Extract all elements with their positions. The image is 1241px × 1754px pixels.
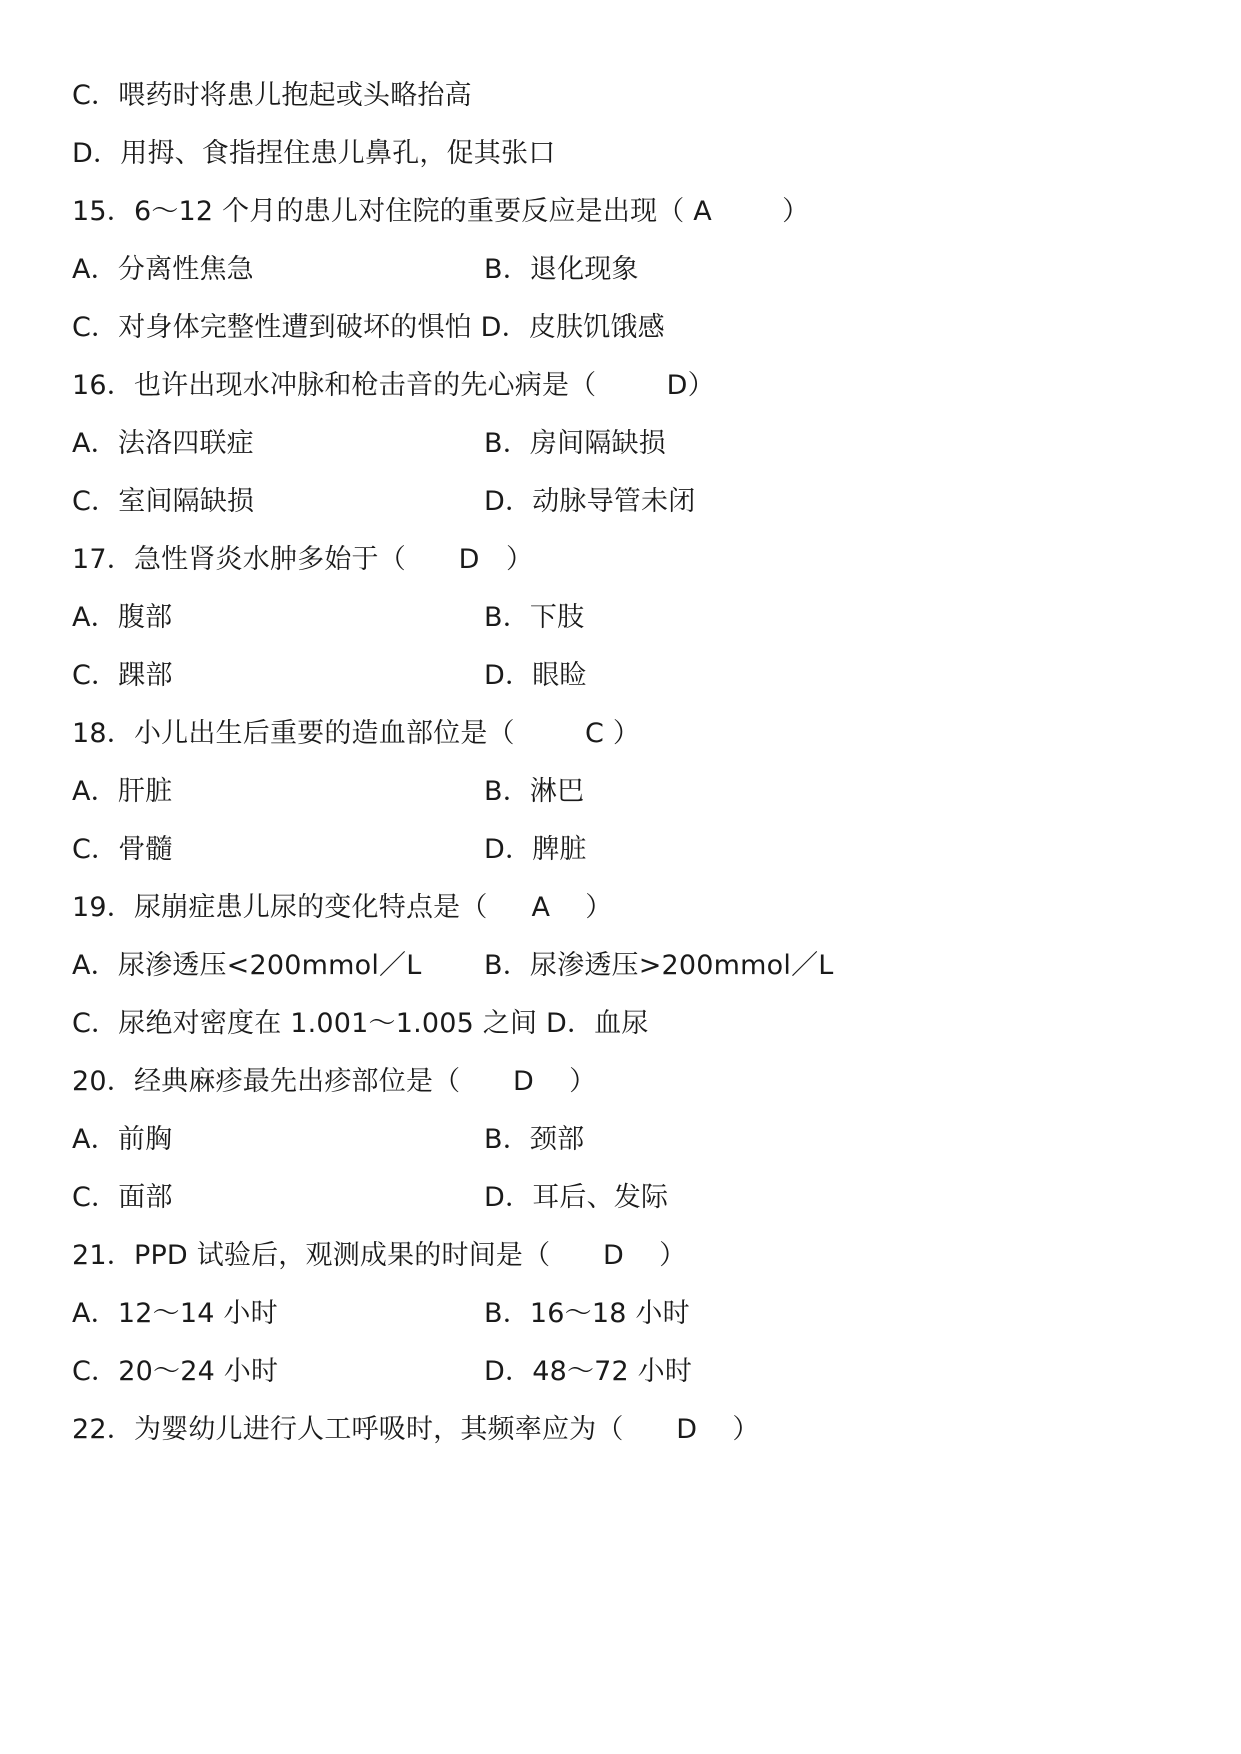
option-a: A．腹部 (72, 602, 173, 633)
options-row (72, 1352, 693, 1392)
option-b: B．16～18 小时 (484, 1298, 690, 1329)
option-b: B．退化现象 (484, 254, 639, 285)
option-a: A．尿渗透压<200mmol／L (72, 950, 422, 981)
option-d: D．眼睑 (484, 660, 587, 691)
option-a: A．法洛四联症 (72, 428, 254, 459)
question-15: 15．6～12 个月的患儿对住院的重要反应是出现（ A ） (72, 196, 810, 227)
option-b: B．下肢 (484, 602, 585, 633)
question-16: 16．也许出现水冲脉和枪击音的先心病是（ D） (72, 370, 715, 401)
option-c: C．20～24 小时 (72, 1356, 279, 1387)
text-line: C．尿绝对密度在 1.001～1.005 之间 D．血尿 (72, 1008, 649, 1039)
options-row (72, 1120, 585, 1160)
option-a: A．前胸 (72, 1124, 173, 1155)
text-line: D．用拇、食指捏住患儿鼻孔，促其张口 (72, 138, 556, 169)
question-17: 17．急性肾炎水肿多始于（ D ） (72, 544, 534, 575)
options-row (72, 598, 585, 638)
question-18: 18．小儿出生后重要的造血部位是（ C ） (72, 718, 641, 749)
option-d: D．脾脏 (484, 834, 587, 865)
text-line: C．喂药时将患儿抱起或头略抬高 (72, 80, 472, 111)
options-row (72, 656, 587, 696)
question-22: 22．为婴幼儿进行人工呼吸时，其频率应为（ D ） (72, 1414, 760, 1445)
options-row (72, 1294, 690, 1334)
option-c: C．踝部 (72, 660, 173, 691)
option-c: C．面部 (72, 1182, 173, 1213)
text-line: C．对身体完整性遭到破坏的惧怕 D．皮肤饥饿感 (72, 312, 665, 343)
question-20: 20．经典麻疹最先出疹部位是（ D ） (72, 1066, 597, 1097)
option-d: D．动脉导管未闭 (484, 486, 696, 517)
option-a: A．肝脏 (72, 776, 173, 807)
option-c: C．室间隔缺损 (72, 486, 255, 517)
option-d: D．48～72 小时 (484, 1356, 693, 1387)
option-a: A．分离性焦急 (72, 254, 254, 285)
options-row (72, 482, 696, 522)
question-21: 21．PPD 试验后，观测成果的时间是（ D ） (72, 1240, 687, 1271)
option-b: B．尿渗透压>200mmol／L (484, 950, 834, 981)
question-19: 19．尿崩症患儿尿的变化特点是（ A ） (72, 892, 613, 923)
options-row (72, 250, 639, 290)
options-row (72, 1178, 669, 1218)
options-row (72, 830, 587, 870)
option-b: B．房间隔缺损 (484, 428, 666, 459)
option-b: B．颈部 (484, 1124, 585, 1155)
options-row (72, 424, 666, 464)
option-c: C．骨髓 (72, 834, 173, 865)
option-b: B．淋巴 (484, 776, 585, 807)
options-row (72, 772, 585, 812)
options-row (72, 946, 834, 986)
option-a: A．12～14 小时 (72, 1298, 278, 1329)
option-d: D．耳后、发际 (484, 1182, 669, 1213)
